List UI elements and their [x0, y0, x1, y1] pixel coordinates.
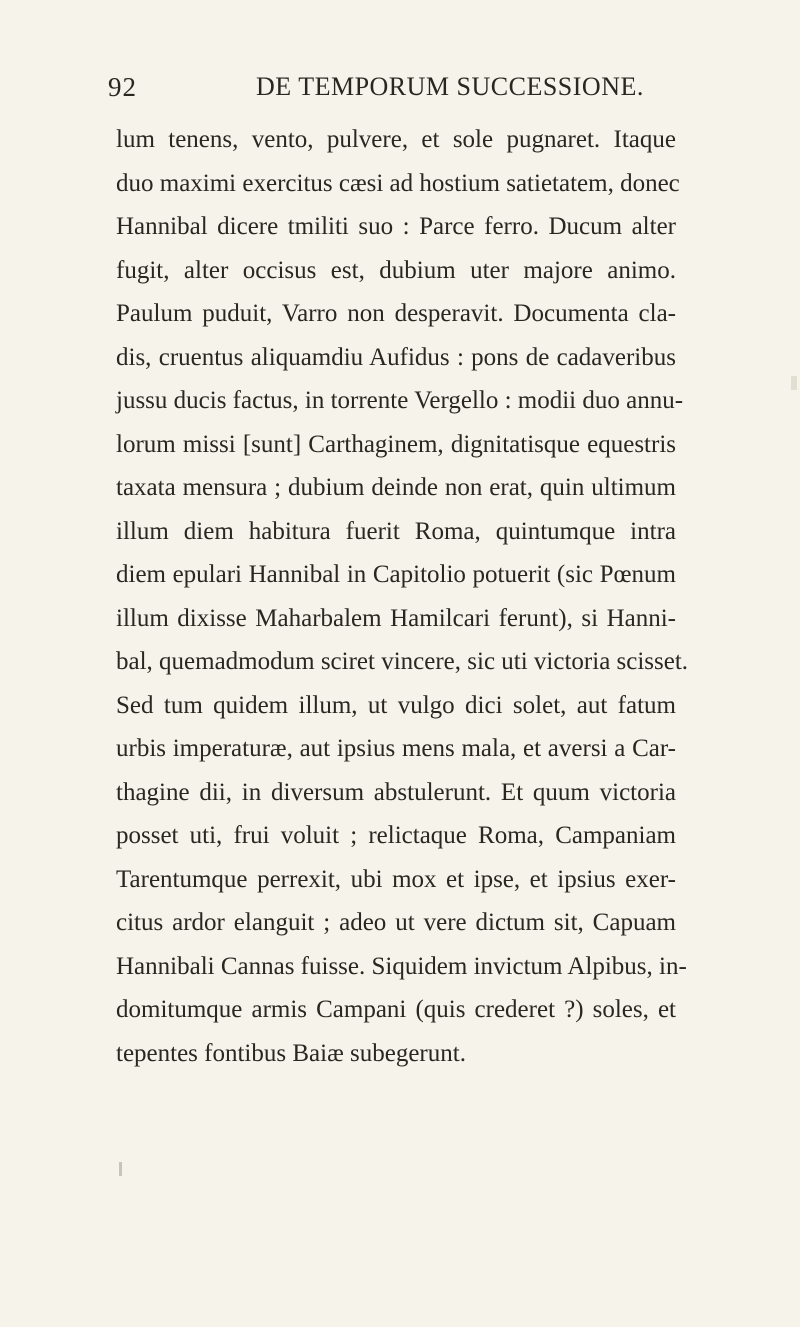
text-line: citus ardor elanguit ; adeo ut vere dictum sit, Capuam: [116, 909, 676, 936]
text-line: taxata mensura ; dubium deinde non erat, quin ultimum: [116, 474, 676, 501]
text-line: lorum missi [sunt] Carthaginem, dignitatisque equestris: [116, 430, 676, 458]
paper-speck: [119, 1162, 122, 1176]
text-line: illum diem habitura fuerit Roma, quintumque intra: [116, 517, 676, 545]
running-head: DE TEMPORUM SUCCESSIONE.: [256, 72, 644, 101]
text-line: Tarentumque perrexit, ubi mox et ipse, et ipsius exer-: [116, 865, 676, 893]
text-line: Hannibal dicere tmiliti suo : Parce ferro. Ducum alter: [116, 213, 676, 240]
text-line: dis, cruentus aliquamdiu Aufidus : pons de cadaveribus: [116, 343, 676, 371]
text-line: domitumque armis Campani (quis crederet ?) soles, et: [116, 996, 676, 1023]
text-line: urbis imperaturæ, aut ipsius mens mala, et aversi a Car-: [116, 735, 676, 762]
text-line: Paulum puduit, Varro non desperavit. Documenta cla-: [116, 300, 676, 327]
text-line: bal, quemadmodum sciret vincere, sic uti victoria scisset.: [116, 648, 689, 675]
text-line: thagine dii, in diversum abstulerunt. Et quum victoria: [116, 778, 676, 806]
text-line: diem epulari Hannibal in Capitolio potuerit (sic Pœnum: [116, 561, 676, 588]
text-line: Sed tum quidem illum, ut vulgo dici solet, aut fatum: [116, 691, 676, 719]
text-line: tepentes fontibus Baiæ subegerunt.: [116, 1039, 466, 1067]
text-line: duo maximi exercitus cæsi ad hostium satietatem, donec: [116, 169, 680, 197]
text-line: fugit, alter occisus est, dubium uter majore animo.: [116, 256, 676, 284]
text-line: jussu ducis factus, in torrente Vergello : modii duo annu-: [116, 387, 684, 414]
page-number: 92: [108, 72, 137, 102]
text-line: illum dixisse Maharbalem Hamilcari ferunt), si Hanni-: [116, 604, 676, 632]
page-header: [108, 72, 668, 112]
paper-blemish: [791, 376, 797, 390]
text-line: posset uti, frui voluit ; relictaque Roma, Campaniam: [116, 822, 676, 849]
body-text: [116, 118, 689, 1075]
text-line: lum tenens, vento, pulvere, et sole pugnaret. Itaque: [116, 126, 676, 153]
text-line: Hannibali Cannas fuisse. Siquidem invictum Alpibus, in-: [116, 952, 687, 980]
